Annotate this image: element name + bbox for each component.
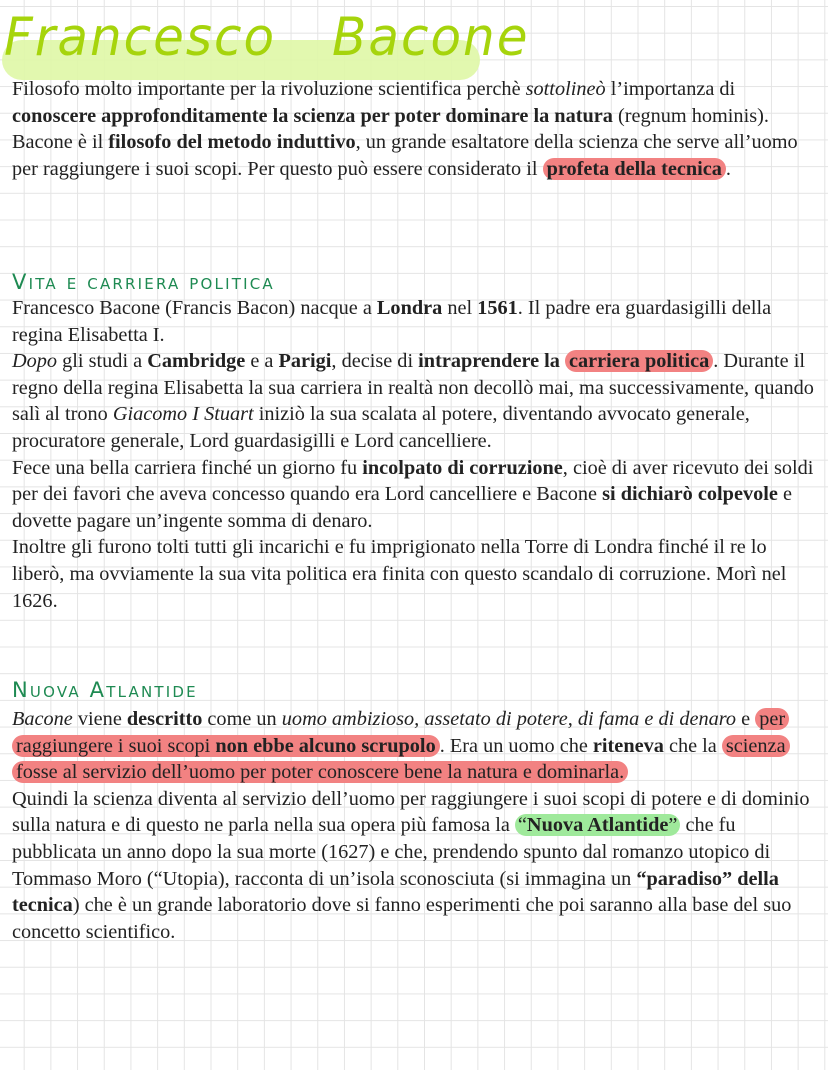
- vita-paragraph-1: Francesco Bacone (Francis Bacon) nacque a Londra nel 1561. Il padre era guardasigilli della regina Elisabetta I.: [12, 297, 772, 346]
- highlight-scienza: scienza fosse al servizio dell’uomo per poter conoscere bene la natura e dominarla.: [12, 735, 790, 784]
- title-first-name: Francesco: [4, 6, 277, 68]
- intro-paragraph-1: Filosofo molto importante per la rivoluzione scientifica perchè sottolineò l’importanza di conoscere approfonditamente la scienza per poter dominare la natura (regnum hominis).: [12, 78, 769, 127]
- title-block: [0, 6, 530, 74]
- section-heading-vita: Vita e carriera politica: [12, 270, 275, 294]
- page-title: [4, 7, 530, 68]
- atlantide-paragraph-2: Quindi la scienza diventa al servizio dell’uomo per raggiungere i suoi scopi di potere e di dominio sulla natura e di questo ne parla nella sua opera più famosa la “Nuova Atlantide” che fu pubblicata un anno dopo la sua morte (1627) e che, prendendo spunto dal romanzo utopico di Tommaso Moro (“Utopia), racconta di un’isola sconosciuta (si immagina un “paradiso” della tecnica) che è un grande laboratorio dove si fanno esperimenti che poi saranno alla base del suo concetto scientifico.: [12, 787, 810, 943]
- section-vita-text: [12, 295, 822, 614]
- section-heading-atlantide: Nuova Atlantide: [12, 678, 198, 702]
- vita-paragraph-2: Dopo gli studi a Cambridge e a Parigi, decise di intraprendere la carriera politica . Durante il regno della regina Elisabetta la sua carriera in realtà non decollò mai, ma successivamente, quando salì al trono Giacomo I Stuart iniziò la sua scalata al potere, diventando avvocato generale, procuratore generale, Lord guardasigilli e Lord cancelliere.: [12, 350, 814, 452]
- highlight-scopi: per raggiungere i suoi scopi non ebbe alcuno scrupolo: [12, 708, 789, 757]
- vita-paragraph-3: Fece una bella carriera finché un giorno fu incolpato di corruzione, cioè di aver ricevuto dei soldi per dei favori che aveva concesso quando era Lord cancelliere e Bacone si dichiarò colpevole e dovette pagare un’ingente somma di denaro.: [12, 456, 814, 532]
- title-last-name: Bacone: [332, 6, 530, 68]
- intro-paragraph-2: Bacone è il filosofo del metodo induttivo, un grande esaltatore della scienza che serve all’uomo per raggiungere i suoi scopi. Per questo può essere considerato il profeta della tecnica .: [12, 131, 798, 180]
- vita-paragraph-4: Inoltre gli furono tolti tutti gli incarichi e fu imprigionato nella Torre di Londra finché il re lo liberò, ma ovviamente la sua vita politica era finita con questo scandalo di corruzione. Morì nel 1626.: [12, 536, 787, 612]
- highlight-profeta: profeta della tecnica: [543, 158, 726, 180]
- highlight-carriera: carriera politica: [565, 350, 713, 372]
- atlantide-paragraph-1: Bacone viene descritto come un uomo ambizioso, assetato di potere, di fama e di denaro e per raggiungere i suoi scopi non ebbe alcuno scrupolo . Era un uomo che riteneva che la scienza fosse al servizio dell’uomo per poter conoscere bene la natura e dominarla.: [12, 706, 822, 786]
- highlight-nuova-atlantide: “Nuova Atlantide”: [515, 814, 680, 836]
- intro-text: [12, 76, 822, 182]
- section-atlantide-text: [12, 706, 822, 945]
